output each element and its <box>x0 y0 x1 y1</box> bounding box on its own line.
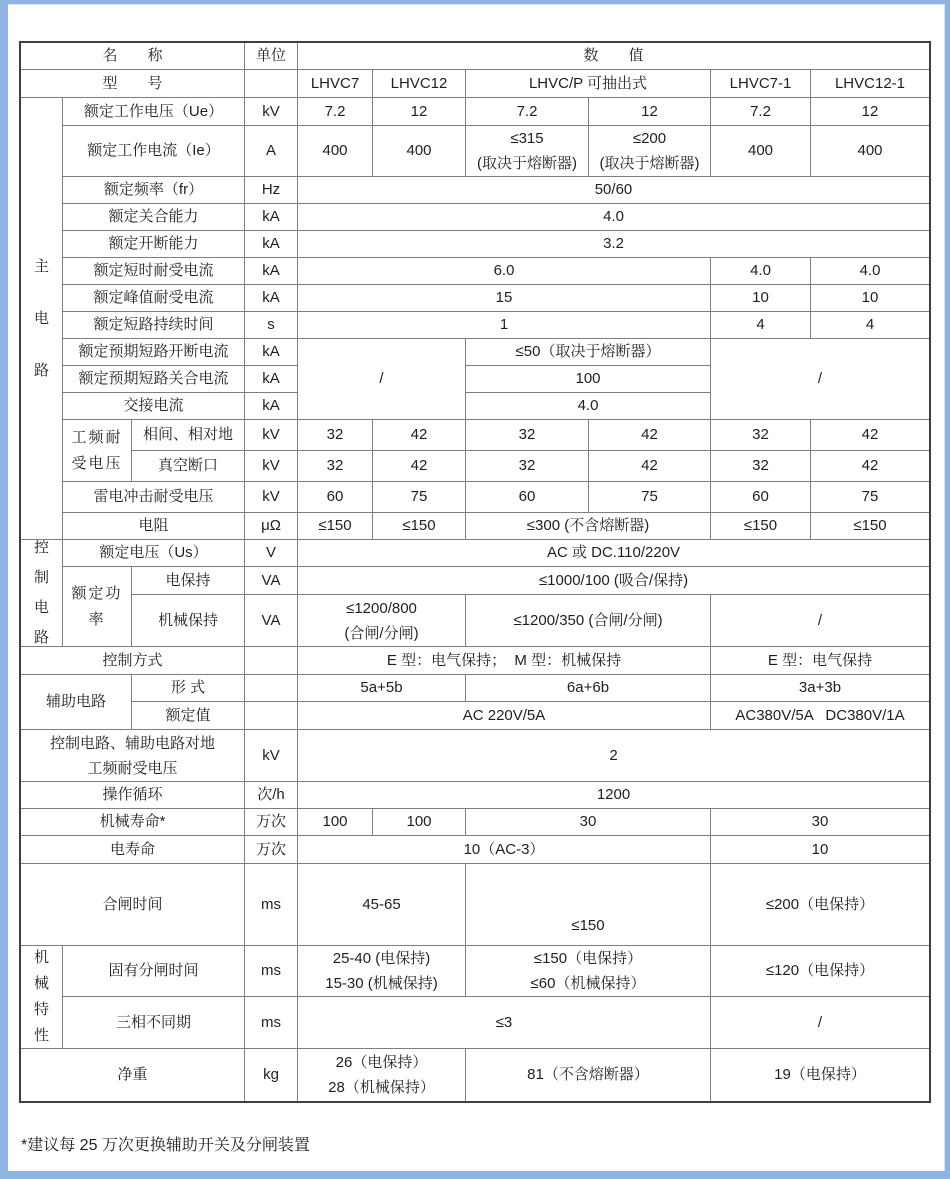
row-prosp-make-label: 额定预期短路关合电流 <box>63 366 245 393</box>
row-form-label: 形 式 <box>132 675 245 702</box>
row-mech-life-label: 机械寿命* <box>21 809 245 836</box>
row-resistance-value-6: ≤150 <box>811 513 929 540</box>
row-cycle-label: 操作循环 <box>21 782 245 809</box>
row-ue-value-4: 12 <box>589 98 711 126</box>
row-elec-life-value-56: 10 <box>711 836 929 864</box>
row-weight-value-56: 19（电保持） <box>774 1066 866 1083</box>
row-peak-label: 额定峰值耐受电流 <box>63 285 245 312</box>
row-resistance-value-34: ≤300 (不含熔断器) <box>466 513 711 540</box>
row-resistance-value-2: ≤150 <box>373 513 466 540</box>
row-ctl-mode-value-56: E 型：电气保持 <box>711 647 929 675</box>
row-cycle-unit: 次/h <box>245 782 298 809</box>
row-making-value: 4.0 <box>298 204 929 231</box>
row-resistance-value-1: ≤150 <box>298 513 373 540</box>
row-open-time-value-12 <box>298 946 466 997</box>
row-short-time-unit: kA <box>245 258 298 285</box>
row-async3-value-14: ≤3 <box>298 997 711 1049</box>
row-ue-value-6: 12 <box>811 98 929 126</box>
row-ground-value: 2 <box>298 730 929 782</box>
header-unit: 单位 <box>245 43 298 70</box>
row-ie-value-4-line1: ≤200 <box>632 130 667 147</box>
row-lightning-value-3: 60 <box>466 482 589 513</box>
row-weight-value-12-line2: 28（机械保持） <box>328 1079 435 1096</box>
row-prosp-break-unit: kA <box>245 339 298 366</box>
row-async3-unit: ms <box>245 997 298 1049</box>
row-peak-value-5: 10 <box>711 285 811 312</box>
prosp-slash-left: / <box>298 339 466 420</box>
row-lightning-value-6: 75 <box>811 482 929 513</box>
row-short-time-value-5: 4.0 <box>711 258 811 285</box>
row-ue-unit: kV <box>245 98 298 126</box>
row-duration-unit: s <box>245 312 298 339</box>
row-making-label: 额定关合能力 <box>63 204 245 231</box>
group-pf-withstand <box>63 420 132 482</box>
row-hold-m-value-12 <box>298 595 466 647</box>
row-resistance-unit: μΩ <box>245 513 298 540</box>
spec-table <box>19 41 931 1103</box>
row-phase-value-3: 32 <box>466 420 589 451</box>
row-hold-m-value-56: / <box>711 595 929 647</box>
row-hold-e-label: 电保持 <box>132 567 245 595</box>
row-elec-life-value-14: 10（AC-3） <box>298 836 711 864</box>
row-short-time-value-6: 4.0 <box>811 258 929 285</box>
group-control-circuit <box>21 540 63 647</box>
row-making-unit: kA <box>245 204 298 231</box>
row-ie-value-1: 400 <box>298 126 373 177</box>
row-form-value-34: 6a+6b <box>466 675 711 702</box>
row-ue-value-5: 7.2 <box>711 98 811 126</box>
model-lhvc7: LHVC7 <box>298 70 373 98</box>
row-short-time-label: 额定短时耐受电流 <box>63 258 245 285</box>
row-us-label: 额定电压（Us） <box>63 540 245 567</box>
group-mech-characteristics <box>21 946 63 1049</box>
row-phase-unit: kV <box>245 420 298 451</box>
row-vacuum-value-5: 32 <box>711 451 811 482</box>
row-peak-value-14: 15 <box>298 285 711 312</box>
group-pf-withstand-label: 工频耐受电压 <box>71 428 123 472</box>
row-form-unit-empty <box>245 675 298 702</box>
model-lhvc12-1: LHVC12-1 <box>811 70 929 98</box>
row-breaking-value: 3.2 <box>298 231 929 258</box>
model-lhvc12: LHVC12 <box>373 70 466 98</box>
row-open-time-value-34-line1: ≤150（电保持） <box>533 950 643 967</box>
row-rated-aux-value-56: AC380V/5A DC380V/1A <box>711 702 929 730</box>
row-ie-unit: A <box>245 126 298 177</box>
row-elec-life-label: 电寿命 <box>21 836 245 864</box>
row-lightning-unit: kV <box>245 482 298 513</box>
model-lhvc7-1: LHVC7-1 <box>711 70 811 98</box>
row-lightning-value-1: 60 <box>298 482 373 513</box>
row-duration-label: 额定短路持续时间 <box>63 312 245 339</box>
row-async3-value-56: / <box>711 997 929 1049</box>
row-duration-value-14: 1 <box>298 312 711 339</box>
row-elec-life-unit: 万次 <box>245 836 298 864</box>
row-open-time-label: 固有分闸时间 <box>63 946 245 997</box>
row-vacuum-value-2: 42 <box>373 451 466 482</box>
row-weight-value-12 <box>298 1049 466 1101</box>
row-hold-e-unit: VA <box>245 567 298 595</box>
group-aux-circuit-label: 辅助电路 <box>45 693 106 710</box>
row-mech-life-value-34: 30 <box>466 809 711 836</box>
row-ground-label-line1: 控制电路、辅助电路对地 <box>49 734 215 752</box>
row-ue-label: 额定工作电压（Ue） <box>63 98 245 126</box>
row-vacuum-value-1: 32 <box>298 451 373 482</box>
row-fr-unit: Hz <box>245 177 298 204</box>
row-open-time-value-56: ≤120（电保持） <box>711 946 929 997</box>
row-ctl-mode-value-14: E 型：电气保持； M 型：机械保持 <box>298 647 711 675</box>
row-weight-unit: kg <box>245 1049 298 1101</box>
row-weight-value-12-line1: 26（电保持） <box>335 1054 428 1071</box>
row-lightning-value-5: 60 <box>711 482 811 513</box>
row-rated-aux-label: 额定值 <box>132 702 245 730</box>
row-mech-life-value-1: 100 <box>298 809 373 836</box>
row-vacuum-value-4: 42 <box>589 451 711 482</box>
row-hold-m-unit: VA <box>245 595 298 647</box>
row-ctl-mode-label: 控制方式 <box>21 647 245 675</box>
row-open-time-value-34 <box>466 946 711 997</box>
row-vacuum-label: 真空断口 <box>132 451 245 482</box>
row-takeover-value-34: 4.0 <box>466 393 711 420</box>
row-peak-unit: kA <box>245 285 298 312</box>
group-aux-circuit <box>21 675 132 730</box>
header-value: 数 值 <box>298 43 929 70</box>
row-async3-label: 三相不同期 <box>63 997 245 1049</box>
row-us-unit: V <box>245 540 298 567</box>
row-ue-value-3: 7.2 <box>466 98 589 126</box>
row-form-value-56: 3a+3b <box>711 675 929 702</box>
row-lightning-label: 雷电冲击耐受电压 <box>63 482 245 513</box>
row-takeover-unit: kA <box>245 393 298 420</box>
row-rated-aux-value-14: AC 220V/5A <box>298 702 711 730</box>
row-mech-life-unit: 万次 <box>245 809 298 836</box>
row-short-time-value-14: 6.0 <box>298 258 711 285</box>
row-breaking-label: 额定开断能力 <box>63 231 245 258</box>
row-ie-value-3-line2: (取决于熔断器) <box>477 155 577 172</box>
row-ie-value-2: 400 <box>373 126 466 177</box>
row-phase-value-2: 42 <box>373 420 466 451</box>
header-model: 型 号 <box>21 70 245 98</box>
row-vacuum-value-3: 32 <box>466 451 589 482</box>
row-close-time-label: 合闸时间 <box>21 864 245 946</box>
group-rated-power <box>63 567 132 647</box>
row-duration-value-5: 4 <box>711 312 811 339</box>
row-fr-value: 50/60 <box>298 177 929 204</box>
row-ie-value-4 <box>589 126 711 177</box>
row-form-value-12: 5a+5b <box>298 675 466 702</box>
row-lightning-value-2: 75 <box>373 482 466 513</box>
group-rated-power-label: 额定功率 <box>71 584 123 628</box>
row-hold-m-value-12-line2: (合闸/分闸) <box>344 624 419 642</box>
row-resistance-label: 电阻 <box>63 513 245 540</box>
row-ie-value-3 <box>466 126 589 177</box>
row-us-value: AC 或 DC.110/220V <box>298 540 929 567</box>
row-mech-life-value-56: 30 <box>711 809 929 836</box>
row-close-time-value-56: ≤200（电保持） <box>711 864 929 946</box>
row-open-time-value-12-line1: 25-40 (电保持) <box>332 950 431 967</box>
row-ground-unit: kV <box>245 730 298 782</box>
row-weight-value-34: 81（不含熔断器） <box>466 1049 711 1101</box>
row-phase-label: 相间、相对地 <box>132 420 245 451</box>
row-ie-label: 额定工作电流（Ie） <box>63 126 245 177</box>
row-weight-label: 净重 <box>21 1049 245 1101</box>
header-name: 名 称 <box>21 43 245 70</box>
row-hold-m-value-34: ≤1200/350 (合闸/分闸) <box>466 595 711 647</box>
row-hold-m-label: 机械保持 <box>132 595 245 647</box>
row-prosp-break-value-34: ≤50（取决于熔断器） <box>466 339 711 366</box>
row-phase-value-5: 32 <box>711 420 811 451</box>
row-mech-life-value-2: 100 <box>373 809 466 836</box>
row-ue-value-1: 7.2 <box>298 98 373 126</box>
row-open-time-value-12-line2: 15-30 (机械保持) <box>325 975 438 992</box>
row-open-time-value-34-line2: ≤60（机械保持） <box>530 975 646 992</box>
row-phase-value-6: 42 <box>811 420 929 451</box>
group-main-circuit-label: 主电路 <box>33 257 49 379</box>
header-model-unit-empty <box>245 70 298 98</box>
row-ue-value-2: 12 <box>373 98 466 126</box>
row-vacuum-value-6: 42 <box>811 451 929 482</box>
group-main-circuit <box>21 98 63 540</box>
row-ctl-mode-unit-empty <box>245 647 298 675</box>
row-open-time-unit: ms <box>245 946 298 997</box>
row-prosp-break-label: 额定预期短路开断电流 <box>63 339 245 366</box>
row-vacuum-unit: kV <box>245 451 298 482</box>
row-ground-label <box>21 730 245 782</box>
model-lhvcp: LHVC/P 可抽出式 <box>466 70 711 98</box>
row-takeover-label: 交接电流 <box>63 393 245 420</box>
footnote: *建议每 25 万次更换辅助开关及分闸装置 <box>21 1137 310 1154</box>
row-resistance-value-5: ≤150 <box>711 513 811 540</box>
row-ie-value-5: 400 <box>711 126 811 177</box>
row-lightning-value-4: 75 <box>589 482 711 513</box>
row-phase-value-4: 42 <box>589 420 711 451</box>
row-ie-value-4-line2: (取决于熔断器) <box>599 155 700 172</box>
row-ie-value-6: 400 <box>811 126 929 177</box>
row-ground-label-line2: 工频耐受电压 <box>87 759 178 777</box>
row-fr-label: 额定频率（fr） <box>63 177 245 204</box>
row-close-time-value-34: ≤150 <box>466 864 711 946</box>
row-hold-e-value: ≤1000/100 (吸合/保持) <box>298 567 929 595</box>
group-control-circuit-label: 控制电路 <box>33 540 49 646</box>
row-peak-value-6: 10 <box>811 285 929 312</box>
row-breaking-unit: kA <box>245 231 298 258</box>
row-prosp-make-unit: kA <box>245 366 298 393</box>
row-close-time-unit: ms <box>245 864 298 946</box>
row-duration-value-6: 4 <box>811 312 929 339</box>
row-hold-m-value-12-line1: ≤1200/800 <box>346 599 417 617</box>
row-phase-value-1: 32 <box>298 420 373 451</box>
row-cycle-value: 1200 <box>298 782 929 809</box>
prosp-slash-right: / <box>711 339 929 420</box>
row-close-time-value-12: 45-65 <box>298 864 466 946</box>
group-mech-characteristics-label: 机械特性 <box>33 949 49 1044</box>
row-prosp-make-value-34: 100 <box>466 366 711 393</box>
row-rated-aux-unit-empty <box>245 702 298 730</box>
row-ie-value-3-line1: ≤315 <box>510 130 544 147</box>
